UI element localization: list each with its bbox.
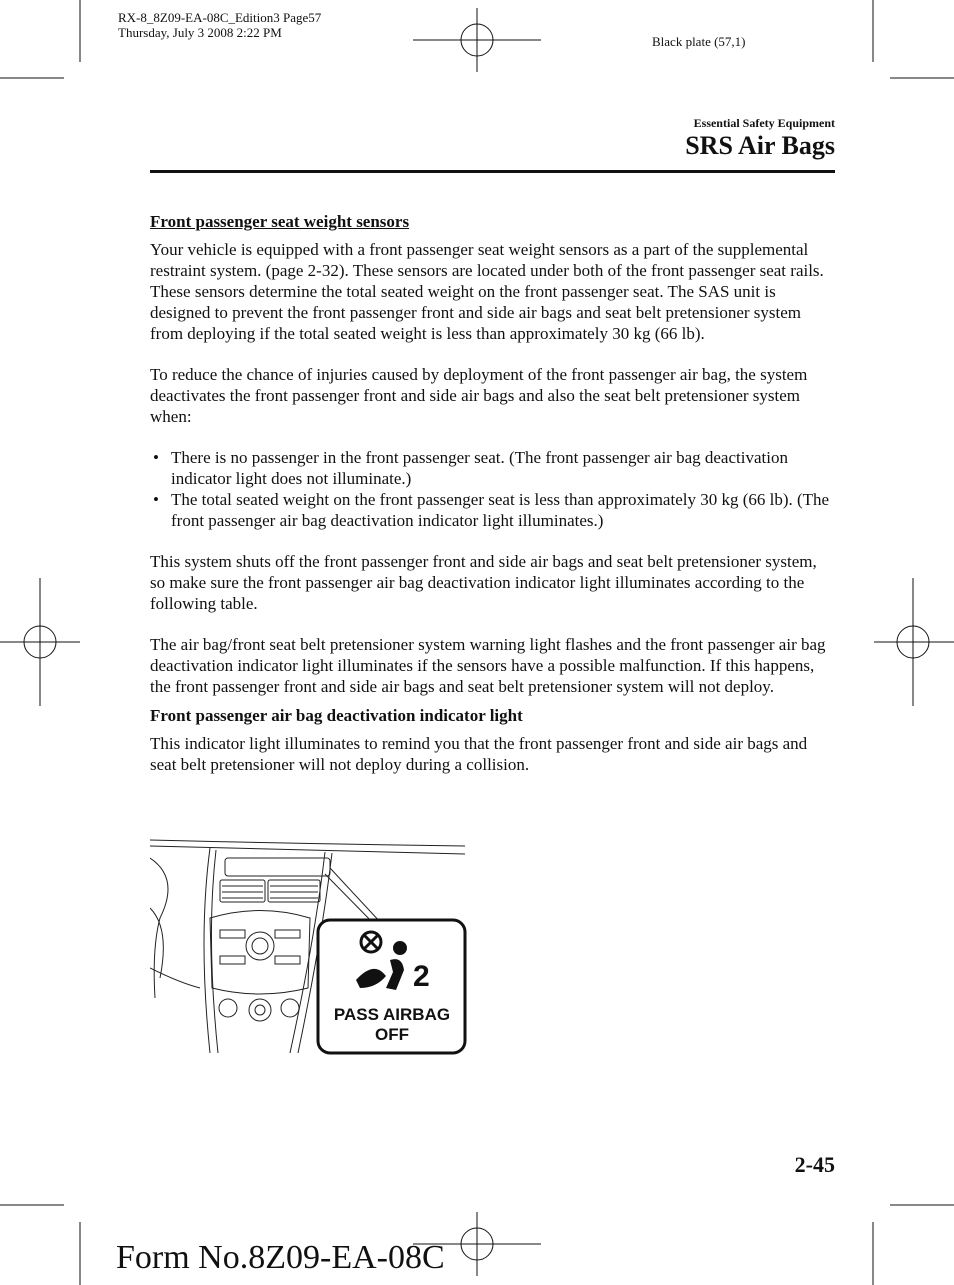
section-title: SRS Air Bags bbox=[685, 131, 835, 160]
form-number: Form No.8Z09-EA-08C bbox=[116, 1239, 445, 1276]
bullet-icon: • bbox=[153, 448, 159, 467]
section-label: Essential Safety Equipment bbox=[693, 116, 835, 130]
print-meta-line1: RX-8_8Z09-EA-08C_Edition3 Page57 bbox=[118, 10, 322, 25]
page-number: 2-45 bbox=[794, 1152, 835, 1177]
indicator-text-line1: PASS AIRBAG bbox=[333, 1005, 451, 1024]
paragraph-5: This indicator light illuminates to remind you that the front passenger front and side air bags and seat belt pretensioner will not deploy during a collision. bbox=[150, 734, 808, 774]
heading-indicator-light: Front passenger air bag deactivation indicator light bbox=[150, 706, 523, 725]
paragraph-3: This system shuts off the front passenger front and side air bags and seat belt pretensioner system, so make sure the front passenger air bag deactivation indicator light illuminates according to the following table. bbox=[150, 552, 817, 613]
list-item: • The total seated weight on the front passenger seat is less than approximately 30 kg (66 lb). (The front passenger air bag deactivation indicator light illuminates.) bbox=[153, 490, 830, 530]
main-content bbox=[150, 211, 835, 795]
list-item: • There is no passenger in the front passenger seat. (The front passenger air bag deactivation indicator light does not illuminate.) bbox=[153, 448, 788, 488]
header-rule bbox=[150, 170, 835, 173]
heading-weight-sensors: Front passenger seat weight sensors bbox=[150, 212, 410, 231]
indicator-number: 2 bbox=[413, 960, 430, 993]
indicator-text-line2: OFF bbox=[375, 1025, 409, 1044]
print-meta bbox=[118, 10, 321, 40]
bullet-list bbox=[150, 447, 835, 531]
paragraph-4: The air bag/front seat belt pretensioner system warning light flashes and the front passenger air bag deactivation indicator light illuminates if the sensors have a possible malfunction. If this happens, the front passenger front and side air bags and seat belt pretensioner system will not deploy. bbox=[150, 635, 826, 696]
plate-label: Black plate (57,1) bbox=[652, 34, 746, 49]
print-meta-line2: Thursday, July 3 2008 2:22 PM bbox=[118, 25, 282, 40]
dashboard-illustration bbox=[150, 838, 470, 1058]
paragraph-1: Your vehicle is equipped with a front passenger seat weight sensors as a part of the supplemental restraint system. (page 2-32). These sensors are located under both of the front passenger seat rails. These sensors determine the total seated weight on the front passenger seat. The SAS unit is designed to prevent the front passenger front and side air bags and seat belt pretensioner system from deploying if the total seated weight is less than approximately 30 kg (66 lb). bbox=[150, 240, 824, 343]
bullet-icon: • bbox=[153, 490, 159, 509]
paragraph-2: To reduce the chance of injuries caused by deployment of the front passenger air bag, the system deactivates the front passenger front and side air bags and also the seat belt pretensioner system when: bbox=[150, 365, 808, 426]
